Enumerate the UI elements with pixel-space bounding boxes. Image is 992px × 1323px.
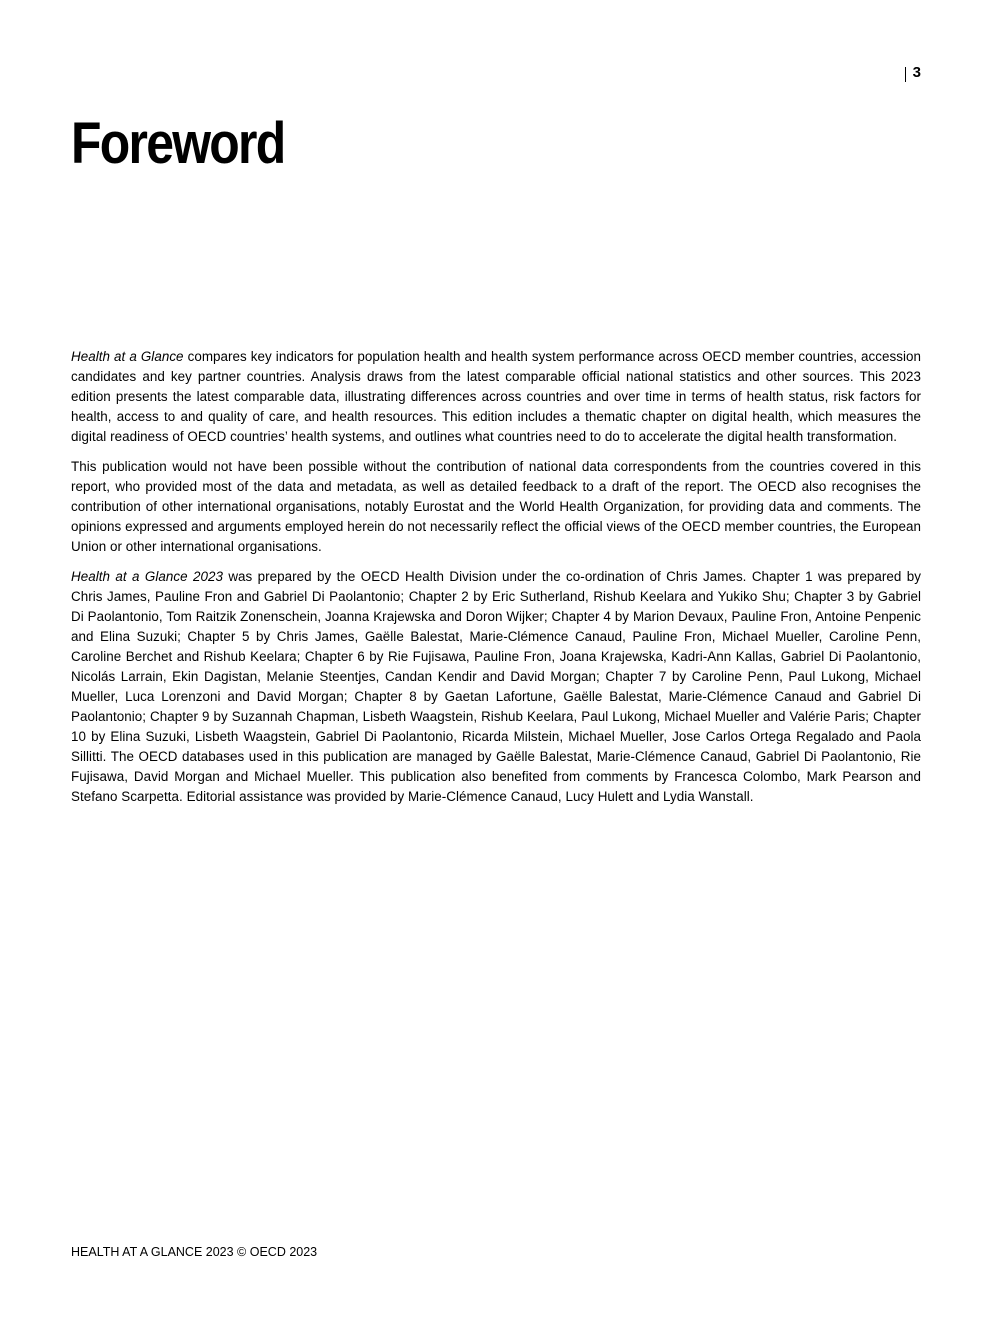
page-number <box>905 64 921 82</box>
publication-title: Health at a Glance 2023 <box>71 569 223 584</box>
paragraph-acknowledgements: This publication would not have been possible without the contribution of national data correspondents from the countries covered in this report, who provided most of the data and metadata, as well as detailed feedback to a draft of the report. The OECD also recognises the contribution of other international organisations, notably Eurostat and the World Health Organization, for providing data and comments. The opinions expressed and arguments employed herein do not necessarily reflect the official views of the OECD member countries, the European Union or other international organisations. <box>71 459 921 554</box>
page-number-value: 3 <box>912 64 921 81</box>
paragraph-intro <box>71 347 921 447</box>
page-number-divider <box>905 67 906 82</box>
page-title: Foreword <box>71 111 285 176</box>
publication-title: Health at a Glance <box>71 349 184 364</box>
paragraph-contributors <box>71 567 921 807</box>
page-footer: HEALTH AT A GLANCE 2023 © OECD 2023 <box>71 1245 318 1259</box>
paragraph-text: was prepared by the OECD Health Division under the co-ordination of Chris James. Chapter 1 was prepared by Chris James, Pauline Fron and Gabriel Di Paolantonio; Chapter 2 by Eric Sutherland, Rishub Keelara and Yukiko Shu; Chapter 3 by Gabriel Di Paolantonio, Tom Raitzik Zonenschein, Joanna Krajewska and Doron Wijker; Chapter 4 by Marion Devaux, Pauline Fron, Antoine Penpenic and Elina Suzuki; Chapter 5 by Chris James, Gaëlle Balestat, Marie-Clémence Canaud, Pauline Fron, Michael Mueller, Caroline Penn, Caroline Berchet and Rishub Keelara; Chapter 6 by Rie Fujisawa, Pauline Fron, Joana Krajewska, Kadri-Ann Kallas, Gabriel Di Paolantonio, Nicolás Larrain, Ekin Dagistan, Melanie Steentjes, Candan Kendir and David Morgan; Chapter 7 by Caroline Penn, Paul Lukong, Michael Mueller, Luca Lorenzoni and David Morgan; Chapter 8 by Gaetan Lafortune, Gaëlle Balestat, Marie-Clémence Canaud and Gabriel Di Paolantonio; Chapter 9 by Suzannah Chapman, Lisbeth Waagstein, Rishub Keelara, Paul Lukong, Michael Mueller and Valérie Paris; Chapter 10 by Elina Suzuki, Lisbeth Waagstein, Gabriel Di Paolantonio, Ricarda Milstein, Michael Mueller, Jose Carlos Ortega Regalado and Paola Sillitti. The OECD databases used in this publication are managed by Gaëlle Balestat, Marie-Clémence Canaud, Gabriel Di Paolantonio, Rie Fujisawa, David Morgan and Michael Mueller. This publication also benefited from comments by Francesca Colombo, Mark Pearson and Stefano Scarpetta. Editorial assistance was provided by Marie-Clémence Canaud, Lucy Hulett and Lydia Wanstall. <box>71 569 921 804</box>
foreword-body <box>71 347 921 817</box>
paragraph-text: compares key indicators for population health and health system performance across OECD member countries, accession candidates and key partner countries. Analysis draws from the latest comparable official national statistics and other sources. This 2023 edition presents the latest comparable data, illustrating differences across countries and over time in terms of health status, risk factors for health, access to and quality of care, and health resources. This edition includes a thematic chapter on digital health, which measures the digital readiness of OECD countries’ health systems, and outlines what countries need to do to accelerate the digital health transformation. <box>71 349 921 444</box>
